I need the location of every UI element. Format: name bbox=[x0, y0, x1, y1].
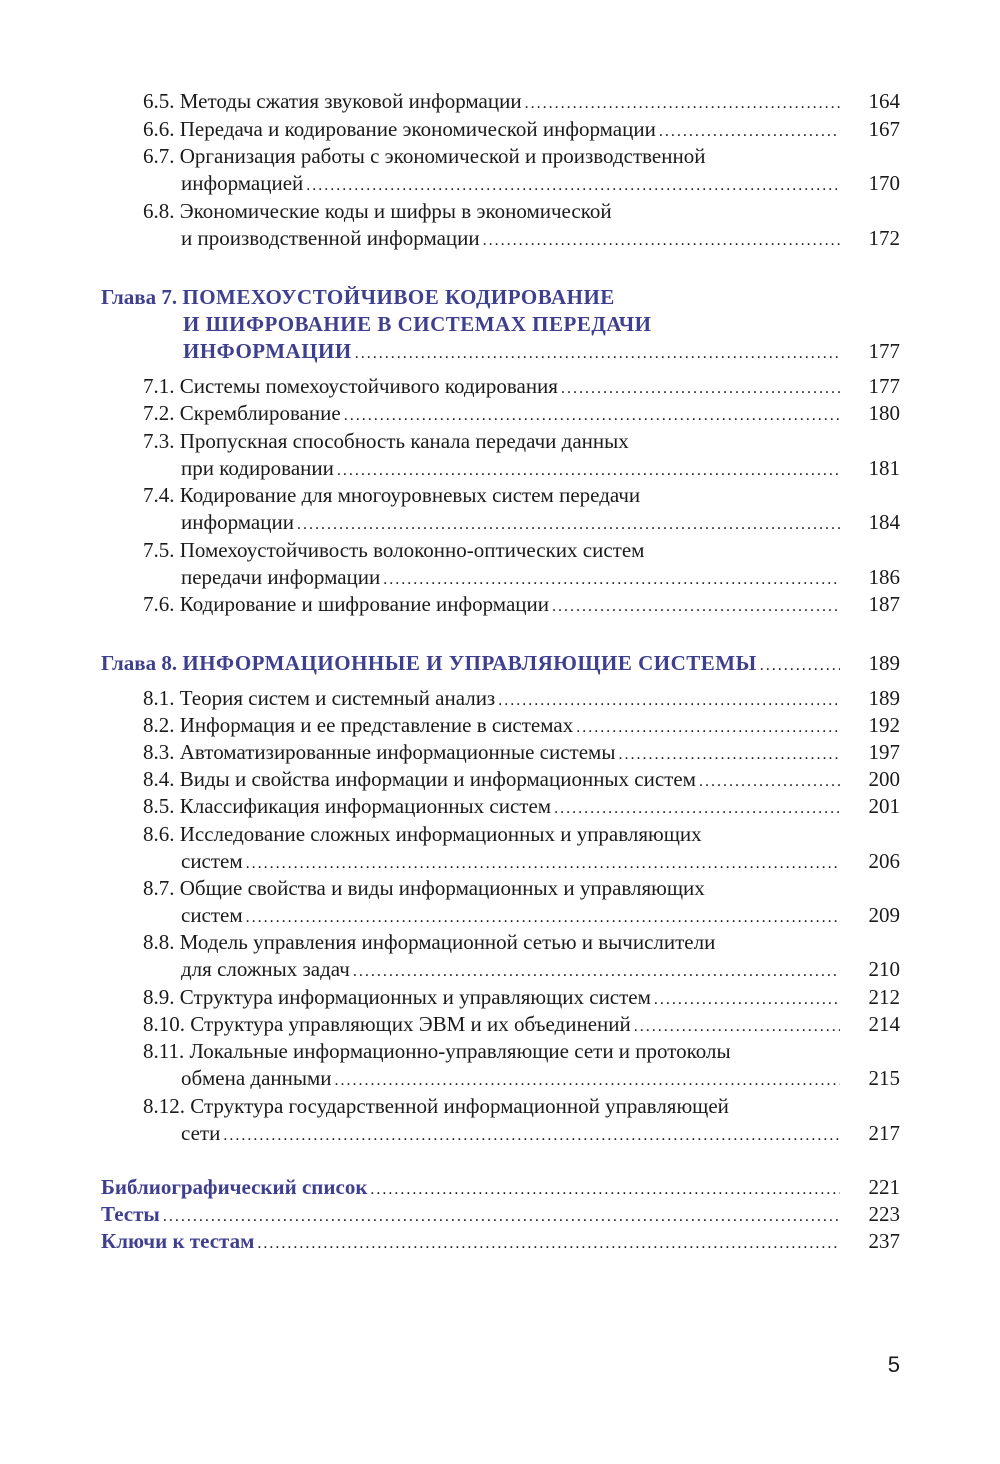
toc-page-number: 181 bbox=[868, 456, 900, 480]
toc-entry-title: 7.1. Системы помехоустойчивого кодирования bbox=[143, 374, 558, 398]
dot-leader bbox=[355, 340, 840, 368]
toc-entry-title: 8.1. Теория систем и системный анализ bbox=[143, 686, 496, 710]
toc-page-number: 206 bbox=[868, 849, 900, 873]
toc-entry-title: Библиографический список bbox=[101, 1175, 368, 1199]
dot-leader bbox=[760, 652, 840, 680]
toc-entry-title: 8.4. Виды и свойства информации и информационных систем bbox=[143, 767, 696, 791]
toc-entry-title: 7.4. Кодирование для многоуровневых систем передачи bbox=[143, 483, 641, 507]
toc-entry-title-cont: сети bbox=[181, 1121, 221, 1145]
dot-leader bbox=[257, 1230, 840, 1258]
toc-page-number: 177 bbox=[868, 339, 900, 363]
toc-entry-title: 7.3. Пропускная способность канала передачи данных bbox=[143, 429, 629, 453]
toc-entry-title: 8.6. Исследование сложных информационных и управляющих bbox=[143, 822, 702, 846]
toc-entry-title: 7.2. Скремблирование bbox=[143, 401, 341, 425]
toc-page-number: 210 bbox=[868, 957, 900, 981]
toc-page-number: 217 bbox=[868, 1121, 900, 1145]
dot-leader bbox=[306, 172, 840, 200]
toc-entry bbox=[143, 738, 840, 766]
toc-entry bbox=[143, 115, 840, 143]
chapter-title-line bbox=[183, 337, 840, 365]
chapter-heading bbox=[101, 649, 840, 677]
chapter-heading bbox=[101, 283, 615, 311]
chapter-label: Глава 8. bbox=[101, 651, 178, 675]
toc-page-number: 189 bbox=[868, 686, 900, 710]
toc-entry bbox=[181, 169, 840, 197]
toc-page-number: 184 bbox=[868, 510, 900, 534]
toc-entry-title: 8.2. Информация и ее представление в системах bbox=[143, 713, 574, 737]
toc-entry bbox=[143, 684, 840, 712]
toc-entry-title: 8.7. Общие свойства и виды информационных и управляющих bbox=[143, 876, 705, 900]
toc-entry bbox=[181, 454, 840, 482]
toc-page-number: 212 bbox=[868, 985, 900, 1009]
toc-entry-title-cont: для сложных задач bbox=[181, 957, 350, 981]
toc-entry bbox=[181, 1119, 840, 1147]
toc-entry-title: 8.12. Структура государственной информационной управляющей bbox=[143, 1094, 729, 1118]
toc-entry-title: 7.5. Помехоустойчивость волоконно-оптических систем bbox=[143, 538, 645, 562]
toc-entry bbox=[143, 399, 840, 427]
toc-entry-title-cont: систем bbox=[181, 903, 243, 927]
toc-page-number: 192 bbox=[868, 713, 900, 737]
toc-page-number: 172 bbox=[868, 226, 900, 250]
toc-page-number: 180 bbox=[868, 401, 900, 425]
toc-page-number: 209 bbox=[868, 903, 900, 927]
toc-entry-title-cont: обмена данными bbox=[181, 1066, 332, 1090]
page-number: 5 bbox=[887, 1352, 900, 1377]
toc-entry bbox=[181, 955, 840, 983]
toc-entry bbox=[181, 1064, 840, 1092]
toc-entry-title: 6.8. Экономические коды и шифры в экономической bbox=[143, 199, 612, 223]
toc-back-matter bbox=[101, 1200, 840, 1228]
toc-page-number: 170 bbox=[868, 171, 900, 195]
toc-entry bbox=[181, 901, 840, 929]
dot-leader bbox=[552, 593, 840, 621]
dot-leader bbox=[554, 795, 840, 823]
toc-entry-title: 8.11. Локальные информационно-управляющие сети и протоколы bbox=[143, 1039, 731, 1063]
toc-page-number: 201 bbox=[868, 794, 900, 818]
dot-leader bbox=[344, 402, 840, 430]
toc-page-number: 177 bbox=[868, 374, 900, 398]
toc-entry bbox=[143, 1010, 840, 1038]
toc-page-number: 187 bbox=[868, 592, 900, 616]
toc-entry-title: 8.8. Модель управления информационной сетью и вычислители bbox=[143, 930, 716, 954]
toc-page-number: 215 bbox=[868, 1066, 900, 1090]
toc-entry-title: 8.5. Классификация информационных систем bbox=[143, 794, 552, 818]
toc-entry bbox=[143, 590, 840, 618]
toc-entry-title-cont: систем bbox=[181, 849, 243, 873]
toc-entry-title: 6.6. Передача и кодирование экономической информации bbox=[143, 117, 656, 141]
toc-page-number: 197 bbox=[868, 740, 900, 764]
toc-entry-title: 6.7. Организация работы с экономической и производственной bbox=[143, 144, 706, 168]
chapter-label: Глава 7. bbox=[101, 285, 178, 309]
toc-page-number: 164 bbox=[868, 89, 900, 113]
toc-page-number: 167 bbox=[868, 117, 900, 141]
toc-page-number: 237 bbox=[868, 1229, 900, 1253]
chapter-title: ИНФОРМАЦИОННЫЕ И УПРАВЛЯЮЩИЕ СИСТЕМЫ bbox=[182, 651, 757, 675]
toc-entry-title: 8.10. Структура управляющих ЭВМ и их объединений bbox=[143, 1012, 631, 1036]
toc-back-matter bbox=[101, 1227, 840, 1255]
toc-entry bbox=[143, 711, 840, 739]
toc-page-number: 214 bbox=[868, 1012, 900, 1036]
toc-page-number: 189 bbox=[868, 651, 900, 675]
toc-entry bbox=[181, 224, 840, 252]
dot-leader bbox=[223, 1122, 840, 1150]
toc-entry bbox=[181, 563, 840, 591]
chapter-title: ПОМЕХОУСТОЙЧИВОЕ КОДИРОВАНИЕ bbox=[182, 285, 615, 309]
toc-page-number: 186 bbox=[868, 565, 900, 589]
toc-entry bbox=[143, 983, 840, 1011]
chapter-title-cont: И ШИФРОВАНИЕ В СИСТЕМАХ ПЕРЕДАЧИ bbox=[183, 312, 652, 336]
toc-entry-title: 6.5. Методы сжатия звуковой информации bbox=[143, 89, 522, 113]
toc-entry-title-cont: при кодировании bbox=[181, 456, 334, 480]
toc-entry-title: 7.6. Кодирование и шифрование информации bbox=[143, 592, 549, 616]
dot-leader bbox=[525, 90, 840, 118]
toc-page-number: 200 bbox=[868, 767, 900, 791]
toc-entry bbox=[181, 847, 840, 875]
dot-leader bbox=[297, 511, 840, 539]
toc-entry-title-cont: передачи информации bbox=[181, 565, 381, 589]
toc-page-number: 223 bbox=[868, 1202, 900, 1226]
dot-leader bbox=[353, 958, 840, 986]
toc-entry-title-cont: и производственной информации bbox=[181, 226, 480, 250]
toc-entry bbox=[143, 792, 840, 820]
chapter-title-cont: ИНФОРМАЦИИ bbox=[183, 339, 352, 363]
toc-entry-title: Тесты bbox=[101, 1202, 160, 1226]
toc-entry-title-cont: информацией bbox=[181, 171, 304, 195]
toc-entry-title: Ключи к тестам bbox=[101, 1229, 255, 1253]
toc-entry bbox=[143, 87, 840, 115]
toc-entry bbox=[143, 765, 840, 793]
toc-entry bbox=[181, 508, 840, 536]
dot-leader bbox=[483, 227, 840, 255]
toc-page-number: 221 bbox=[868, 1175, 900, 1199]
dot-leader bbox=[335, 1067, 840, 1095]
toc-entry-title: 8.9. Структура информационных и управляющих систем bbox=[143, 985, 651, 1009]
toc-entry-title-cont: информации bbox=[181, 510, 294, 534]
toc-entry bbox=[143, 372, 840, 400]
toc-back-matter bbox=[101, 1173, 840, 1201]
toc-entry-title: 8.3. Автоматизированные информационные системы bbox=[143, 740, 616, 764]
